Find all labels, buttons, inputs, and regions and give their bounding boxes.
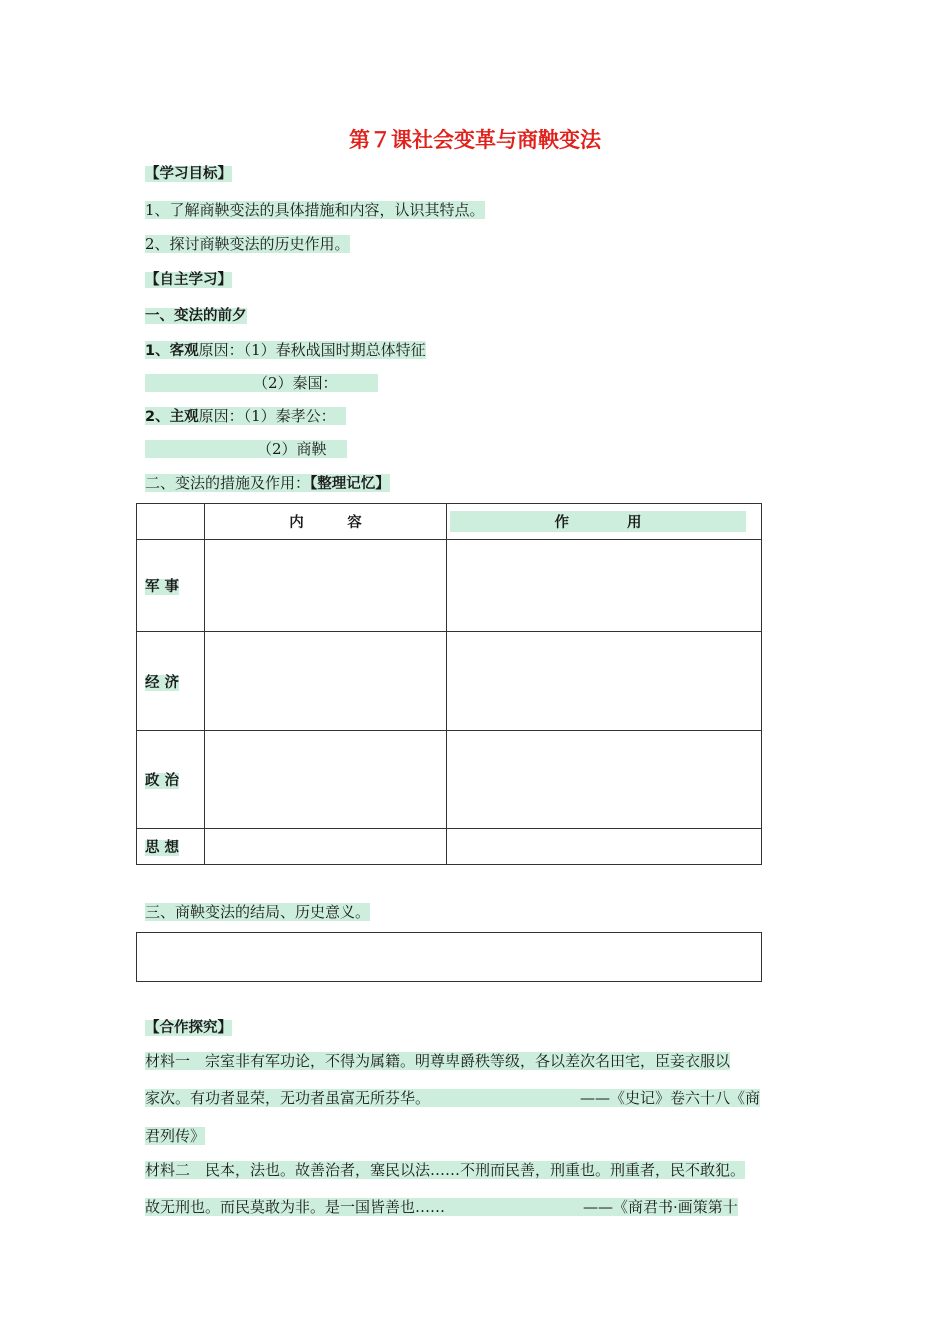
row-label-thought: 思 想 — [137, 829, 205, 865]
cell-thought-content — [205, 829, 447, 865]
objectives-heading: 【学习目标】 — [145, 166, 232, 182]
subjective-reason-2: （2）商鞅 — [145, 439, 347, 459]
row-label-economy: 经 济 — [137, 632, 205, 731]
self-study-heading: 【自主学习】 — [145, 272, 232, 288]
measures-table — [136, 503, 762, 865]
table-row — [137, 731, 762, 829]
cell-politics-effect — [447, 731, 762, 829]
row-label-military: 军 事 — [137, 540, 205, 632]
part1-heading: 一、变法的前夕 — [145, 308, 247, 324]
cell-military-content — [205, 540, 447, 632]
part3-heading: 三、商鞅变法的结局、历史意义。 — [145, 903, 371, 921]
subjective-reason: 2、主观原因：（1）秦孝公： — [145, 406, 346, 427]
page-title: 第７课社会变革与商鞅变法 — [349, 128, 601, 152]
cell-economy-effect — [447, 632, 762, 731]
cell-economy-content — [205, 632, 447, 731]
cell-thought-effect — [447, 829, 762, 865]
material-2-line-2: 故无刑也。而民莫敢为非。是一国皆善也…… ——《商君书·画策第十 — [145, 1198, 738, 1216]
row-label-politics: 政 治 — [137, 731, 205, 829]
answer-box — [136, 932, 762, 982]
material-2-line-1: 材料二 民本，法也。故善治者，塞民以法……不刑而民善，刑重也。刑重者，民不敢犯。 — [145, 1161, 746, 1179]
table-header-row — [137, 504, 762, 540]
cooperative-heading: 【合作探究】 — [145, 1020, 232, 1036]
table-row — [137, 829, 762, 865]
table-header-effect: 作 用 — [447, 504, 762, 540]
table-row — [137, 632, 762, 731]
objective-reason-2: （2）秦国： — [145, 373, 378, 393]
material-1-line-2: 家次。有功者显荣，无功者虽富无所芬华。 ——《史记》卷六十八《商 — [145, 1089, 761, 1107]
table-corner-cell — [137, 504, 205, 540]
objective-reason: 1、客观原因：（1）春秋战国时期总体特征 — [145, 341, 426, 359]
material-1-line-3: 君列传》 — [145, 1127, 206, 1145]
table-row — [137, 540, 762, 632]
part2-heading: 二、变法的措施及作用：【整理记忆】 — [145, 474, 390, 492]
objective-2: 2、探讨商鞅变法的历史作用。 — [145, 235, 350, 253]
material-1-line-1: 材料一 宗室非有军功论，不得为属籍。明尊卑爵秩等级，各以差次名田宅，臣妾衣服以 — [145, 1052, 731, 1070]
table-header-content: 内 容 — [205, 504, 447, 540]
objective-1: 1、了解商鞅变法的具体措施和内容，认识其特点。 — [145, 201, 485, 219]
cell-military-effect — [447, 540, 762, 632]
cell-politics-content — [205, 731, 447, 829]
